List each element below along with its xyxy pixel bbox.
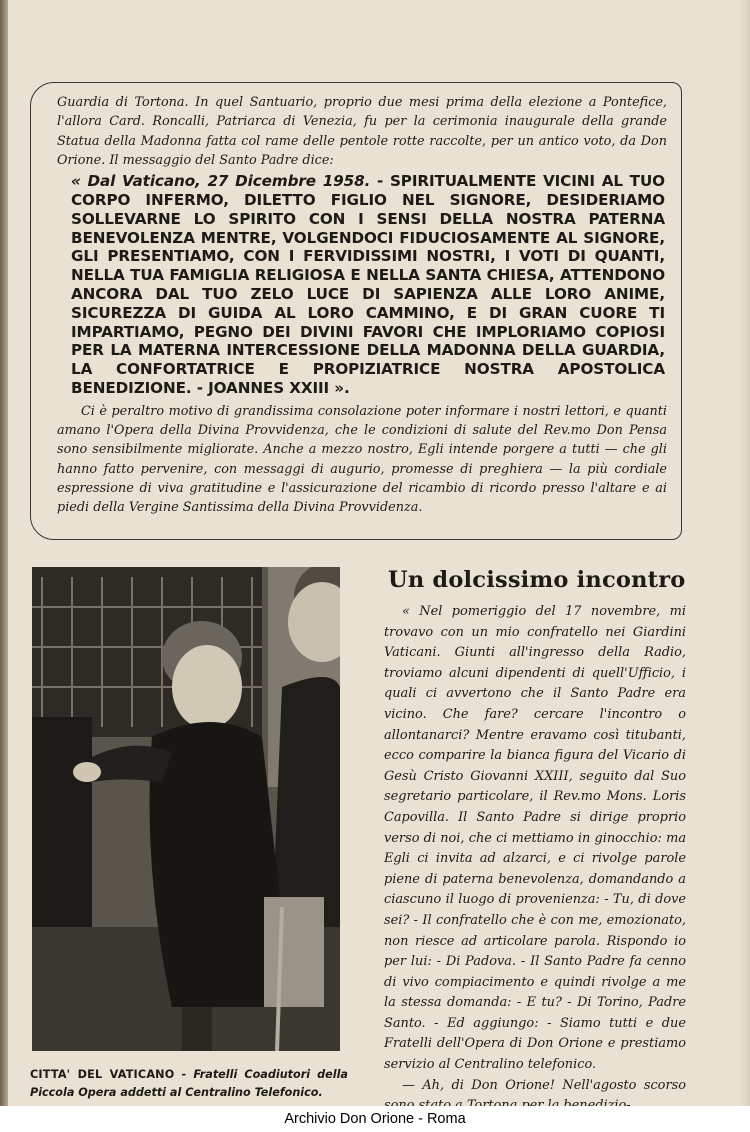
- telegram-body: - SPIRITUALMENTE VICINI AL TUO CORPO INFERMO, DILETTO FIGLIO NEL SIGNORE, DESIDERIAMO SOLLEVARNE LO SPIRITO CON I SENSI DELLA NOSTRA PATERNA BENEVOLENZA MENTRE, VOLGENDOCI FIDUCIOSAMENTE AL SIGNORE, GLI PRESENTIAMO, CON I FERVIDISSIMI NOSTRI, I VOTI DI QUANTI, NELLA TUA FAMIGLIA RELIGIOSA E NELLA SANTA CHIESA, ATTENDONO ANCORA DAL TUO ZELO LUCE DI SAPIENZA ALLE LORO ANIME, SICUREZZA DI GUIDA AL LORO CAMMINO, E DI GRAN CUORE TI IMPARTIAMO, PEGNO DEI DIVINI FAVORI CHE IMPLORIAMO COPIOSI PER LA MATERNA INTERCESSIONE DELLA MADONNA DELLA GUARDIA, LA CONFORTATRICE E PROPIZIATRICE NOSTRA APOSTOLICA BENEDIZIONE. - JOANNES XXIII ».: [71, 172, 665, 397]
- article-paragraph-2: — Ah, di Don Orione! Nell'agosto scorso: [402, 1077, 686, 1093]
- papal-telegram: [71, 172, 665, 398]
- page-right-edge: [740, 0, 750, 1132]
- article: [384, 566, 686, 1117]
- archive-footer: Archivio Don Orione - Roma: [0, 1106, 750, 1132]
- caption-text: - Fratelli Coadiutori della Piccola Opera addetti al Centralino Telefonico.: [30, 1068, 348, 1099]
- photo-caption: [30, 1066, 348, 1101]
- telegram-date: « Dal Vaticano, 27 Dicembre 1958.: [71, 172, 371, 191]
- caption-place: CITTA' DEL VATICANO: [30, 1068, 175, 1081]
- switchboard-photo: [32, 567, 340, 1051]
- page-binding-edge: [0, 0, 8, 1132]
- message-box: [30, 82, 682, 540]
- switchboard-photo-illustration: [32, 567, 340, 1051]
- box-intro-text: Guardia di Tortona. In quel Santuario, proprio due mesi prima della elezione a Pontefice, l'allora Card. Roncalli, Patriarca di Venezia, fu per la cerimonia inaugurale della grande Statua della Madonna fatta col rame delle pentole rotte raccolte, per un antico voto, da Don Orione. Il messaggio del Santo Padre dice:: [57, 95, 667, 168]
- article-paragraph-1: « Nel pomeriggio del 17 novembre, mi trovavo con un mio confratello nei Giardini Vaticani. Giunti all'ingresso della Radio, troviamo alcuni dipendenti di quell'Ufficio, i quali ci avvertono che il Santo Padre era vicino. Che fare? cercare l'incontro o allontanarci? Mentre eravamo così titubanti, ecco comparire la bianca figura del Vicario di Gesù Cristo Giovanni XXIII, seguito dal Suo segretario particolare, il Rev.mo Mons. Loris Capovilla. Il Santo Padre si dirige proprio verso di noi, che ci mettiamo in ginocchio: ma Egli ci invita ad alzarci, e ci rivolge parole piene di paterna benevolenza, domandando a ciascuno il luogo di provenienza: - Tu, di dove sei? - Il confratello che è con me, emozionato, non riesce ad articolare parola. Rispondo io per lui: - Di Padova. - Il Santo Padre fa cenno di vivo compiacimento e quindi rivolge a me la stessa domanda: - E tu? - Di Torino, Padre Santo. - Ed aggiungo: - Siamo tutti e due Fratelli dell'Opera di Don Orione e prestiamo servizio al Centralino telefonico.: [384, 604, 686, 1073]
- article-headline: Un dolcissimo incontro: [388, 567, 686, 593]
- box-closing-text: Ci è peraltro motivo di grandissima consolazione poter informare i nostri lettori, e quanti amano l'Opera della Divina Provvidenza, che le condizioni di salute del Rev.mo Don Pensa sono sensibilmente migliorate. Anche a mezzo nostro, Egli intende porgere a tutti — che gli hanno fatto pervenire, con messaggi di augurio, promesse di preghiera — la più cordiale espressione di viva gratitudine e l'assicurazione del ricambio di ricordo presso l'altare e ai piedi della Vergine Santissima della Divina Provvidenza.: [57, 403, 667, 516]
